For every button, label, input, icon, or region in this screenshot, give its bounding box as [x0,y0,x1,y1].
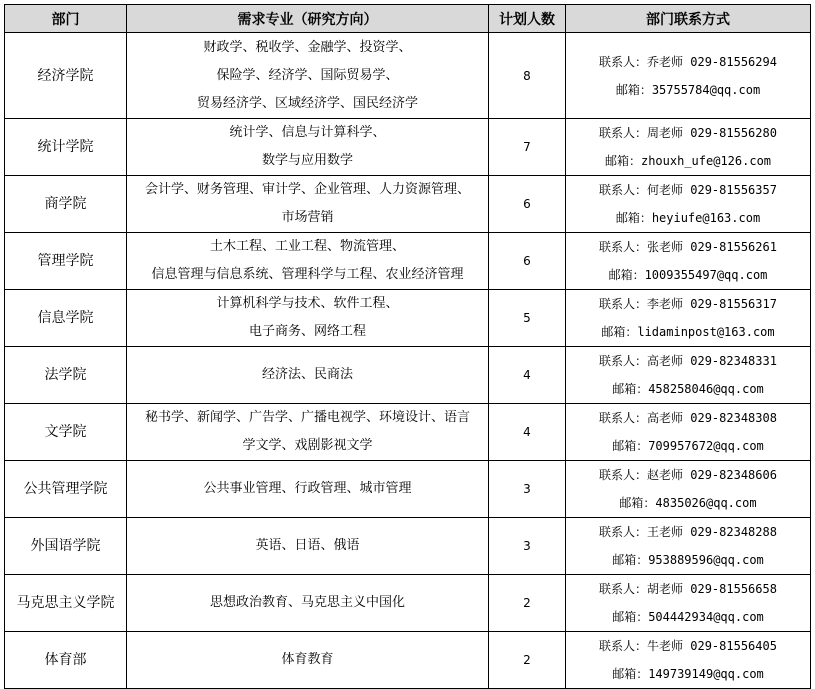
majors-line: 公共事业管理、行政管理、城市管理 [203,481,412,496]
majors-line: 体育教育 [281,652,334,667]
contact-cell [566,176,811,233]
contact-person: 联系人：王老师 029-82348288 [599,525,777,539]
majors-line: 学文学、戏剧影视文学 [242,438,373,453]
dept-cell: 信息学院 [5,290,127,347]
majors-cell [127,233,489,290]
majors-line: 会计学、财务管理、审计学、企业管理、人力资源管理、 [144,182,470,197]
majors-line: 计算机科学与技术、软件工程、 [216,296,399,311]
majors-line: 电子商务、网络工程 [248,324,366,339]
contact-person: 联系人：乔老师 029-81556294 [599,54,777,69]
contact-person: 联系人：李老师 029-81556317 [599,297,777,311]
contact-person: 联系人：赵老师 029-82348606 [599,468,777,482]
table-row [5,632,811,689]
majors-cell [127,290,489,347]
contact-email: 邮箱：458258046@qq.com [612,382,764,396]
contact-cell [566,404,811,461]
dept-cell: 商学院 [5,176,127,233]
dept-cell: 公共管理学院 [5,461,127,518]
count-cell: 5 [489,290,566,347]
contact-email: 邮箱：heyiufe@163.com [615,211,761,225]
dept-cell: 文学院 [5,404,127,461]
contact-cell [566,461,811,518]
count-cell: 3 [489,518,566,575]
contact-person: 联系人：高老师 029-82348331 [599,354,777,368]
contact-email: 邮箱：504442934@qq.com [612,610,764,624]
contact-email: 邮箱：lidaminpost@163.com [601,325,775,339]
count-cell: 4 [489,347,566,404]
majors-cell [127,176,489,233]
count-cell: 4 [489,404,566,461]
dept-cell: 法学院 [5,347,127,404]
majors-line: 统计学、信息与计算科学、 [229,125,386,140]
majors-cell [127,575,489,632]
contact-email: 邮箱：zhouxh_ufe@126.com [604,154,772,168]
contact-person: 联系人：牛老师 029-81556405 [599,639,777,653]
majors-line: 信息管理与信息系统、管理科学与工程、农业经济管理 [151,267,464,282]
contact-cell [566,632,811,689]
contact-email: 邮箱：4835026@qq.com [619,496,757,510]
contact-person: 联系人：高老师 029-82348308 [599,411,777,425]
majors-line: 思想政治教育、马克思主义中国化 [209,595,405,610]
count-cell: 3 [489,461,566,518]
count-cell: 8 [489,33,566,119]
dept-cell: 体育部 [5,632,127,689]
majors-line: 贸易经济学、区域经济学、国民经济学 [196,95,418,111]
contact-email: 邮箱：709957672@qq.com [612,439,764,453]
table-row [5,518,811,575]
majors-cell [127,632,489,689]
table-row [5,461,811,518]
header-count: 计划人数 [489,5,566,33]
header-majors: 需求专业（研究方向） [127,5,489,33]
majors-line: 市场营销 [281,210,334,225]
majors-cell [127,404,489,461]
dept-cell: 统计学院 [5,119,127,176]
contact-cell [566,347,811,404]
contact-email: 邮箱：149739149@qq.com [612,667,764,681]
contact-person: 联系人：周老师 029-81556280 [599,126,777,140]
contact-email: 邮箱：1009355497@qq.com [608,268,768,282]
contact-email: 邮箱：35755784@qq.com [615,82,761,97]
table-row [5,233,811,290]
table-row [5,176,811,233]
contact-cell [566,33,811,119]
dept-cell: 经济学院 [5,33,127,119]
majors-line: 英语、日语、俄语 [255,538,360,553]
dept-cell: 外国语学院 [5,518,127,575]
majors-cell [127,347,489,404]
majors-line: 保险学、经济学、国际贸易学、 [216,67,399,83]
contact-person: 联系人：胡老师 029-81556658 [599,582,777,596]
count-cell: 2 [489,575,566,632]
table-row [5,290,811,347]
table-row [5,119,811,176]
header-row [5,5,811,33]
count-cell: 2 [489,632,566,689]
contact-cell [566,119,811,176]
majors-line: 土木工程、工业工程、物流管理、 [209,239,405,254]
table-row [5,347,811,404]
contact-cell [566,518,811,575]
table-body [5,33,811,689]
dept-cell: 马克思主义学院 [5,575,127,632]
contact-cell [566,575,811,632]
header-dept: 部门 [5,5,127,33]
recruitment-table [4,4,811,689]
majors-line: 秘书学、新闻学、广告学、广播电视学、环境设计、语言 [144,410,470,425]
majors-cell [127,33,489,119]
count-cell: 6 [489,176,566,233]
majors-line: 数学与应用数学 [261,153,353,168]
table-row [5,33,811,119]
count-cell: 6 [489,233,566,290]
majors-cell [127,461,489,518]
count-cell: 7 [489,119,566,176]
recruitment-table-container [4,4,811,689]
table-row [5,404,811,461]
majors-line: 财政学、税收学、金融学、投资学、 [203,39,412,55]
majors-line: 经济法、民商法 [261,367,353,382]
majors-cell [127,518,489,575]
contact-person: 联系人：张老师 029-81556261 [599,240,777,254]
dept-cell: 管理学院 [5,233,127,290]
contact-person: 联系人：何老师 029-81556357 [599,183,777,197]
header-contact: 部门联系方式 [566,5,811,33]
majors-cell [127,119,489,176]
table-row [5,575,811,632]
contact-cell [566,290,811,347]
contact-cell [566,233,811,290]
contact-email: 邮箱：953889596@qq.com [612,553,764,567]
